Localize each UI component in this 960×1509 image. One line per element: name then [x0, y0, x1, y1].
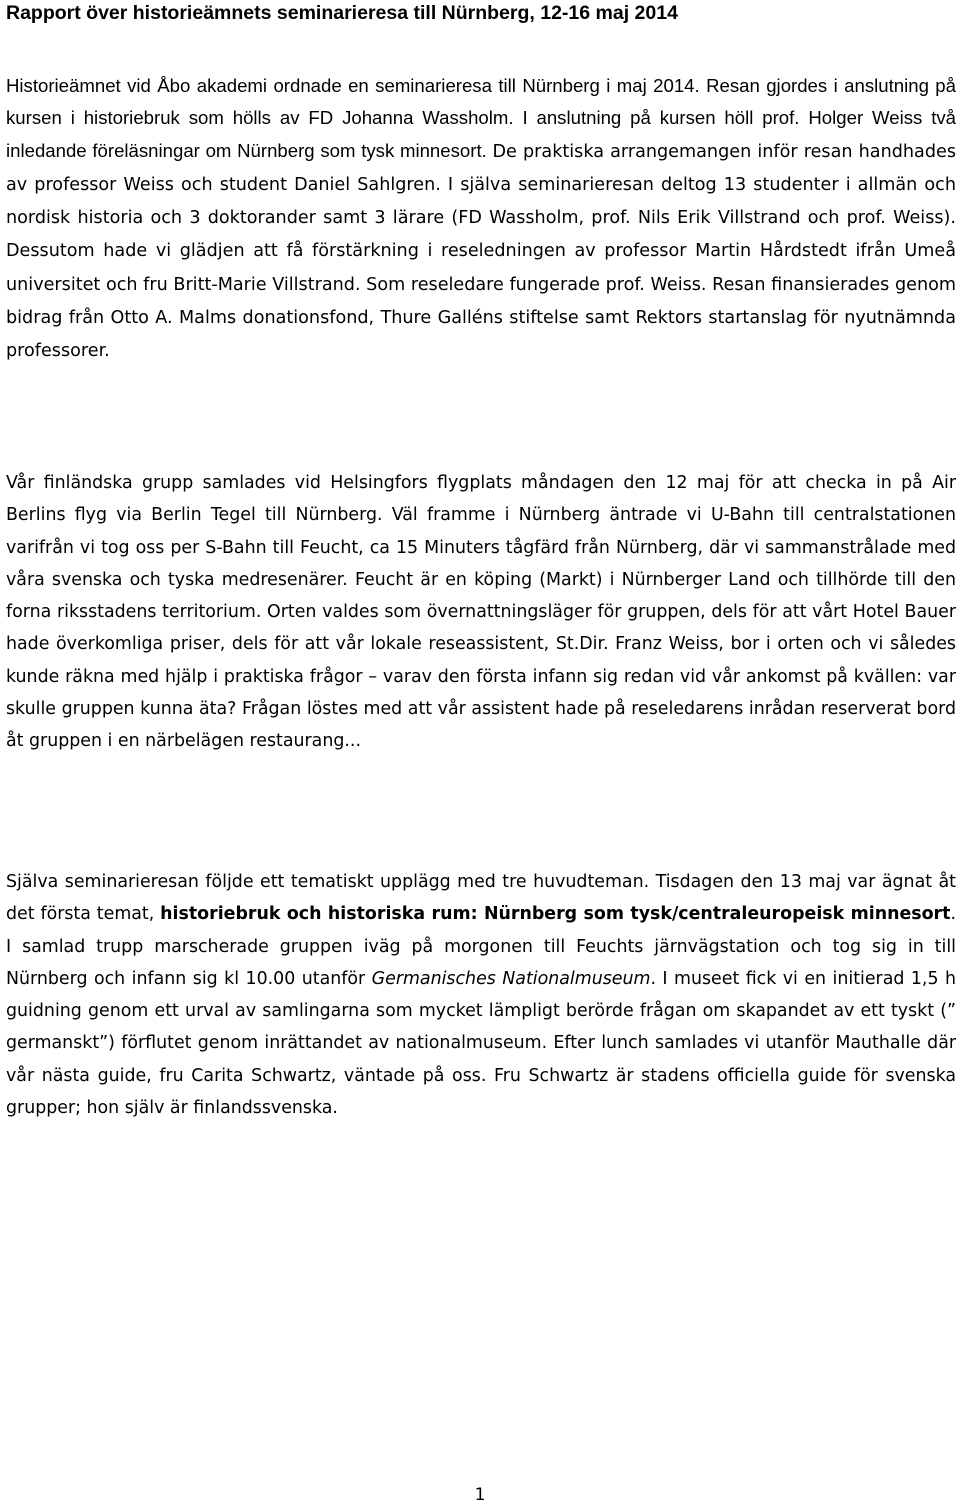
paragraph-intro — [6, 70, 956, 368]
paragraph-seminar — [6, 866, 956, 1124]
paragraph-intro-part-b: De praktiska arrangemangen inför resan handhades av professor Weiss och student Daniel Sahlgren. I själva seminarieresan deltog 13 studenter i allmän och nordisk historia och 3 doktorander samt 3 lärare (FD Wassholm, prof. Nils Erik Villstrand och prof. Weiss). Dessutom hade vi glädjen att få förstärkning i reseledningen av professor Martin Hårdstedt ifrån Umeå universitet och fru Britt-Marie Villstrand. Som reseledare fungerade prof. Weiss. Resan finansierades genom bidrag från Otto A. Malms donationsfond, Thure Galléns stiftelse samt Rektors startanslag för nyutnämnda professorer. — [6, 141, 956, 362]
page-number: 1 — [474, 1485, 486, 1505]
document-title: Rapport över historieämnets seminarieresa till Nürnberg, 12-16 maj 2014 — [6, 2, 678, 24]
paragraph-seminar-theme: historiebruk och historiska rum: Nürnberg som tysk/centraleuropeisk minnesort — [160, 904, 951, 925]
paragraph-seminar-intro: Själva seminarieresan följde ett tematiskt upplägg med tre huvudteman. Tisdagen den 13 maj var ägnat åt det första temat, — [6, 872, 956, 925]
paragraph-seminar-middle: . I samlad trupp marscherade gruppen iväg på morgonen till Feuchts järnvägstation och tog sig in till Nürnberg och infann sig kl 10.00 utanför — [6, 904, 956, 989]
paragraph-travel: Vår finländska grupp samlades vid Helsingfors flygplats måndagen den 12 maj för att checka in på Air Berlins flyg via Berlin Tegel till Nürnberg. Väl framme i Nürnberg äntrade vi U-Bahn till centralstationen varifrån vi tog oss per S-Bahn till Feucht, ca 15 Minuters tågfärd från Nürnberg, där vi sammanstrålade med våra svenska och tyska medresenärer. Feucht är en köping (Markt) i Nürnberger Land och tillhörde till den forna riksstadens territorium. Orten valdes som övernattningsläger för gruppen, dels för att vårt Hotel Bauer hade överkomliga priser, dels för att vår lokale reseassistent, St.Dir. Franz Weiss, bor i orten och vi således kunde räkna med hjälp i praktiska frågor – varav den första infann sig redan vid vår ankomst på kvällen: var skulle gruppen kunna äta? Frågan löstes med att vår assistent hade på reseledarens inrådan reserverat bord åt gruppen i en närbelägen restaurang... — [6, 473, 956, 752]
paragraph-seminar-end: . I museet fick vi en initierad 1,5 h guidning genom ett urval av samlingarna som mycket lämpligt berörde frågan om skapandet av ett tyskt (” germanskt”) förflutet genom inrättandet av nationalmuseum. Efter lunch samlades vi utanför Mauthalle där vår nästa guide, fru Carita Schwartz, väntade på oss. Fru Schwartz är stadens officiella guide för svenska grupper; hon själv är finlandssvenska. — [6, 968, 956, 1119]
paragraph-seminar-museum: Germanisches Nationalmuseum — [371, 968, 651, 989]
paragraph-intro-part-a: Historieämnet vid Åbo akademi ordnade en seminarieresa till Nürnberg i maj 2014. Resan gjordes i anslutning på kursen i historiebruk som hölls av FD Johanna Wassholm. I anslutning på kursen höll prof. Holger Weiss två inledande föreläsningar om Nürnberg som tysk minnesort. — [6, 75, 956, 161]
